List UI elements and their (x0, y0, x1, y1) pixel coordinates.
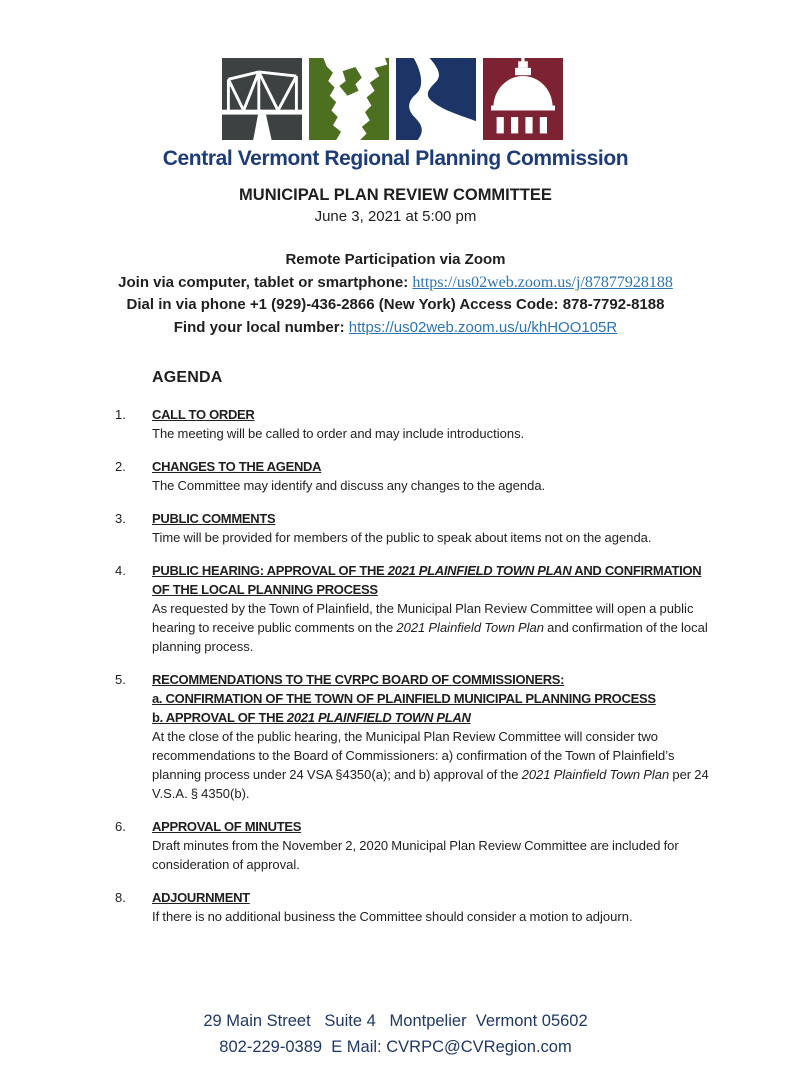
remote-local-line (0, 317, 791, 340)
bridge-icon (222, 58, 302, 140)
agenda-item-heading: CHANGES TO THE AGENDA (152, 459, 322, 475)
agenda-item (115, 561, 717, 656)
winding-road-icon (396, 58, 476, 140)
agenda-item-number: 8. (115, 890, 126, 906)
capitol-dome-icon (483, 58, 563, 140)
agenda-item-content (152, 509, 717, 547)
agenda-item-content (152, 457, 717, 495)
agenda-item-body: At the close of the public hearing, the Municipal Plan Review Committee will consider two recommendations to the Board of Commissioners: a) confirmation of the Town of Plainfield’s planning process under 24 VSA §4350(a); and b) approval of the 2021 Plainfield Town Plan per 24 V.S.A. § 4350(b). (152, 729, 709, 802)
remote-title: Remote Participation via Zoom (285, 251, 506, 269)
agenda-item (115, 457, 717, 495)
agenda-item-number: 4. (115, 563, 126, 579)
remote-local-label: Find your local number: (173, 318, 349, 336)
agenda-item-content (152, 561, 717, 656)
agenda-item-body: As requested by the Town of Plainfield, the Municipal Plan Review Committee will open a public hearing to receive public comments on the 2021 Plainfield Town Plan and confirmation of the local planning process. (152, 601, 708, 655)
remote-join-label: Join via computer, tablet or smartphone: (118, 273, 413, 291)
zoom-local-number-link[interactable]: https://us02web.zoom.us/u/khHOO105R (348, 318, 618, 336)
agenda-item-heading: PUBLIC HEARING: APPROVAL OF THE 2021 PLAINFIELD TOWN PLAN AND CONFIRMATION OF THE LOCAL PLANNING PROCESS (152, 563, 702, 598)
meeting-datetime: June 3, 2021 at 5:00 pm (314, 208, 477, 226)
agenda-item-number: 6. (115, 819, 126, 835)
agenda-item (115, 405, 717, 443)
footer-contact: 802-229-0389 E Mail: CVRPC@CVRegion.com (219, 1038, 572, 1056)
agenda-item-heading: APPROVAL OF MINUTES (152, 819, 302, 835)
footer-address: 29 Main Street Suite 4 Montpelier Vermont 05602 (203, 1012, 588, 1030)
agenda-item-body: Draft minutes from the November 2, 2020 Municipal Plan Review Committee are included for consideration of approval. (152, 838, 679, 873)
agenda-item (115, 509, 717, 547)
agenda-item-heading: PUBLIC COMMENTS (152, 511, 276, 527)
remote-participation-block (0, 249, 791, 339)
remote-dial-line: Dial in via phone +1 (929)-436-2866 (New York) Access Code: 878-7792-8188 (126, 296, 665, 314)
agenda-item-content (152, 888, 717, 926)
cvrpc-logo (222, 58, 570, 140)
agenda-item-heading: RECOMMENDATIONS TO THE CVRPC BOARD OF COMMISSIONERS: a. CONFIRMATION OF THE TOWN OF PLAINFIELD MUNICIPAL PLANNING PROCESS b. APPROVAL OF THE 2021 PLAINFIELD TOWN PLAN (152, 672, 656, 726)
agenda-list (115, 405, 717, 926)
agenda-item-number: 3. (115, 511, 126, 527)
agenda-item-heading: CALL TO ORDER (152, 407, 255, 423)
committee-title: MUNICIPAL PLAN REVIEW COMMITTEE (239, 186, 552, 205)
agenda-item-body: Time will be provided for members of the public to speak about items not on the agenda. (152, 530, 652, 546)
footer (0, 1008, 791, 1060)
agenda-item (115, 670, 717, 803)
agenda-item-number: 2. (115, 459, 126, 475)
agenda-item-body: If there is no additional business the Committee should consider a motion to adjourn. (152, 909, 633, 925)
org-name: Central Vermont Regional Planning Commission (162, 147, 629, 170)
agenda-item (115, 888, 717, 926)
agenda-item-heading: ADJOURNMENT (152, 890, 250, 906)
agenda-document (0, 58, 791, 1082)
agenda-item (115, 817, 717, 874)
zoom-join-link[interactable]: https://us02web.zoom.us/j/87877928188 (412, 273, 673, 291)
agenda-item-body: The meeting will be called to order and may include introductions. (152, 426, 525, 442)
remote-join-line (0, 272, 791, 295)
agenda-item-content (152, 405, 717, 443)
agenda-item-number: 5. (115, 672, 126, 688)
agenda-item-body: The Committee may identify and discuss any changes to the agenda. (152, 478, 546, 494)
agenda-item-content (152, 817, 717, 874)
agenda-item-number: 1. (115, 407, 126, 423)
agenda-title: AGENDA (152, 369, 223, 387)
agenda-item-content (152, 670, 717, 803)
vermont-map-icon (309, 58, 389, 140)
